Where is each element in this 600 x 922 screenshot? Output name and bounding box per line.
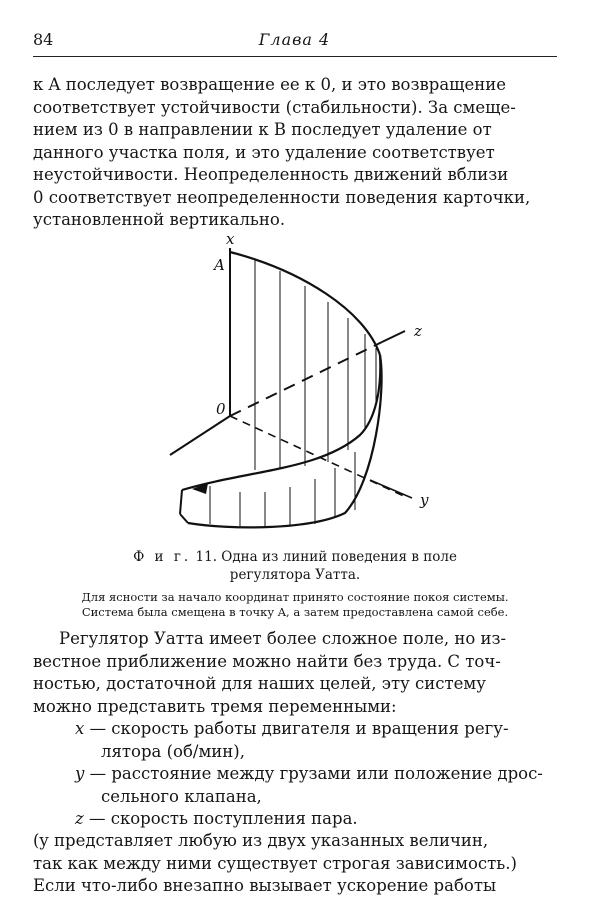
note-line-2: Система была смещена в точку A, а затем предоставлена самой себе. xyxy=(81,605,509,619)
text-line: данного участка поля, и это удаление соответствует xyxy=(33,142,495,162)
text-line: так как между ними существует строгая зависимость.) xyxy=(33,853,517,873)
variable-desc: — скорость поступления пара. xyxy=(88,809,358,828)
z-axis-solid xyxy=(382,331,405,342)
note-line-1: Для ясности за начало координат принято состояние покоя системы. xyxy=(81,590,509,604)
paragraph-1 xyxy=(33,74,557,232)
text-line: (y представляет любую из двух указанных величин, xyxy=(33,831,489,850)
strip-end xyxy=(180,490,182,514)
text-line: Если что-либо внезапно вызывает ускорение работы xyxy=(33,876,497,895)
caption-prefix: Ф и г. xyxy=(133,549,192,565)
strip-bottom xyxy=(180,514,188,523)
text-line: Регулятор Уатта имеет более сложное поле, но из- xyxy=(59,629,507,648)
text-line: к A последует возвращение ее к 0, и это возвращение xyxy=(33,75,507,94)
text-line: неустойчивости. Неопределенность движений вблизи xyxy=(33,165,509,184)
variable-desc-cont: лятора (об/мин), xyxy=(101,741,245,761)
variable-desc: — скорость работы двигателя и вращения регу- xyxy=(89,719,509,738)
trajectory-curve xyxy=(182,355,380,490)
variable-symbol: y xyxy=(75,764,85,783)
caption-line-1: Одна из линий поведения в поле xyxy=(221,549,457,565)
left-axis xyxy=(170,416,230,455)
text-line: вестное приближение можно найти без труда. С точ- xyxy=(33,651,501,671)
caption-number: 11. xyxy=(195,549,217,565)
variable-desc: — расстояние между грузами или положение дрос- xyxy=(89,764,543,783)
variable-desc-cont: сельного клапана, xyxy=(101,786,262,806)
text-line: ностью, достаточной для наших целей, эту систему xyxy=(33,674,486,693)
text-line: 0 соответствует неопределенности поведения карточки, xyxy=(33,187,531,207)
paragraph-3 xyxy=(33,830,557,898)
text-line: установленной вертикально. xyxy=(33,210,286,229)
text-line: можно представить тремя переменными: xyxy=(33,696,397,716)
label-A: A xyxy=(214,256,225,274)
text-line: нием из 0 в направлении к B последует удаление от xyxy=(33,120,492,139)
z-axis-dashed xyxy=(230,342,382,416)
figure-11 xyxy=(150,230,460,540)
caption-line-2: регулятора Уатта. xyxy=(229,566,361,583)
paragraph-2 xyxy=(33,628,557,718)
phase-space-diagram xyxy=(150,230,460,540)
header-rule xyxy=(33,56,557,57)
figure-caption xyxy=(33,549,557,584)
caption-note xyxy=(33,590,557,620)
page-header xyxy=(33,30,556,54)
running-head: Глава 4 xyxy=(258,30,331,49)
variable-symbol: z xyxy=(75,809,84,828)
y-axis-solid xyxy=(370,480,412,498)
variable-z xyxy=(75,808,557,831)
variable-symbol: x xyxy=(75,719,85,738)
page-number: 84 xyxy=(33,30,54,49)
variable-y xyxy=(75,763,557,808)
text-line: соответствует устойчивости (стабильности). За смеще- xyxy=(33,97,516,117)
label-y: y xyxy=(420,491,429,509)
label-z: z xyxy=(414,322,422,340)
variable-x xyxy=(75,718,557,763)
label-x: x xyxy=(226,230,235,248)
label-origin: 0 xyxy=(216,400,226,418)
